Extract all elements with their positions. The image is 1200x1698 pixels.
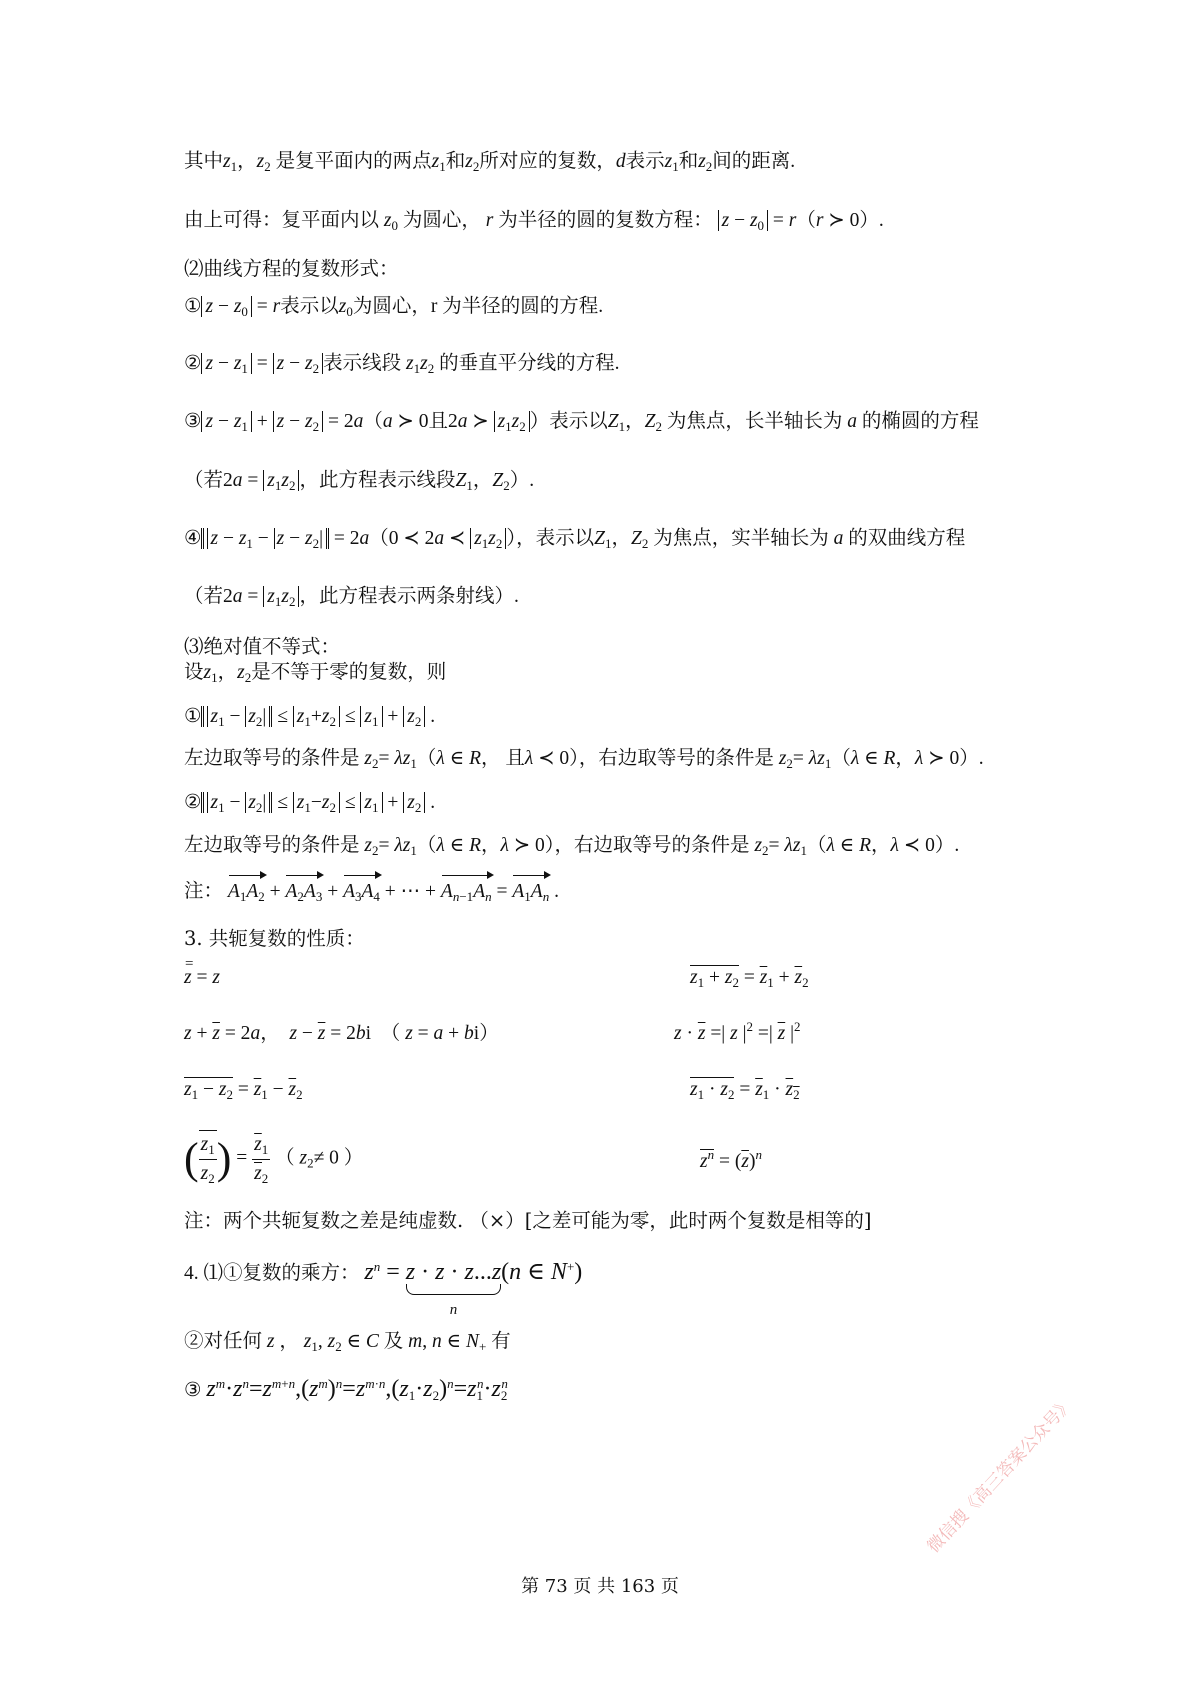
page-footer: 第 73 页 共 163 页: [521, 1576, 679, 1597]
conj-prop-2: $z_1 + z_2 = \overline{z}_1 + \overline{z}_2$: [690, 967, 809, 990]
curve-eq-hyperbola-note: （若$2a = z_1z_2$ ，此方程表示两条射线）.: [184, 586, 519, 609]
text: 表示: [625, 151, 665, 172]
text: 左边取等号的条件是: [184, 748, 360, 769]
inequality-2-condition: 左边取等号的条件是 $z_2= \lambda z_1(\lambda$ ∈ R，λ ≻ 0），右边取等号的条件是 $z_2= \lambda z_1(\lambda$ ∈ R，λ ≺ 0）.: [184, 835, 960, 858]
text: 为焦点，长半轴长为: [666, 411, 843, 432]
curve-eq-ellipse-note: （若$2a = z_1z_2$ ，此方程表示线段$Z_1$，$Z_2$）.: [184, 470, 535, 493]
text: 注：: [184, 881, 224, 902]
text: （若: [184, 470, 224, 491]
text: 有: [491, 1331, 511, 1352]
text: 的双曲线方程: [848, 528, 966, 549]
text: ①: [184, 706, 202, 727]
text: （若: [184, 586, 224, 607]
text: 表示以: [549, 411, 608, 432]
inequality-2: ② $z_1 - z_2| \le z_1-z_2 \le z_1 + z_2$ .: [184, 792, 436, 815]
text: 及: [383, 1331, 404, 1352]
conj-prop-5: $z_1 - z_2 = \overline{z}_1 - \overline{z}_2$: [184, 1079, 303, 1102]
watermark: 微信搜《高三答案公众号》: [923, 1394, 1078, 1558]
text: 所对应的复数，: [479, 151, 616, 172]
conj-prop-6: $z_1 \cdot z_2 = \overline{z}_1 \cdot z_2$: [690, 1079, 800, 1102]
curve-eq-ellipse: ③ $z - z_1 + z - z_2 = 2a(a$ ≻ 0且2a ≻ $z_1z_2$ ）表示以$Z_1$，$Z_2$ 为焦点，长半轴长为 a 的椭圆的方程: [184, 411, 979, 434]
text: ，此方程表示线段: [299, 470, 456, 491]
text: ③: [184, 411, 202, 432]
text: 为圆心，r 为半径的圆的方程.: [352, 296, 604, 317]
curve-eq-hyperbola: ④ $z - z_1 - z - z_2| = 2a(0$ ≺ 2a ≺ $z_1z_2$ ），表示以$Z_1$，$Z_2$ 为焦点，实半轴长为 a 的双曲线方程: [184, 528, 966, 551]
curve-eq-bisector: ② $z - z_1 = z - z_2$ 表示线段 $z_1z_2$ 的垂直平分线的方程.: [184, 353, 620, 376]
power-rule-intro: ②对任何 z ， $z_1$, $z_2$ ∈ C 及 m, n ∈ $N_+$ 有: [184, 1331, 511, 1354]
text: ，表示以: [516, 528, 595, 549]
inequality-1: ① $z_1 - z_2| \le z_1+z_2 \le z_1 + z_2$ .: [184, 706, 436, 729]
section-title: ⑶绝对值不等式：: [184, 635, 341, 658]
text: 和: [445, 151, 466, 172]
text: 是复平面内的两点: [275, 151, 432, 172]
text: 为圆心，: [402, 210, 481, 231]
text: ，右边取等号的条件是: [554, 835, 750, 856]
conj-prop-7: ( $\frac{z_1}{z_2}$ ) = $\frac{\overline{z}_1}{z_2}$ （ $z_2\ne 0$ ）: [184, 1130, 363, 1188]
text: 设: [184, 662, 204, 683]
text: ，此方程表示两条射线）.: [299, 586, 519, 607]
text: ①: [184, 296, 202, 317]
text: ②对任何: [184, 1331, 263, 1352]
text: 左边取等号的条件是: [184, 835, 360, 856]
curve-eq-circle: ① $z - z_0 = r$表示以$z_0$为圆心，r 为半径的圆的方程.: [184, 296, 604, 319]
section-title: ⑵曲线方程的复数形式：: [184, 257, 399, 280]
vector-note: 注： $A_1A_2 + A_2A_3 + A_3A_4$ + ⋯ + $A_{n-1}A_n = A_1A_n$ .: [184, 872, 559, 906]
conj-prop-8: $z^n = (\overline{z})^n$: [700, 1147, 762, 1172]
text: ，右边取等号的条件是: [578, 748, 774, 769]
text: 表示线段: [323, 353, 402, 374]
text-line-distance: 其中$z_1$，$z_2$ 是复平面内的两点$z_1$和$z_2$所对应的复数，d表示$z_1$和$z_2$间的距离.: [184, 151, 796, 174]
text: ④: [184, 528, 202, 549]
text: 是不等于零的复数，则: [251, 662, 447, 683]
note-conjugate: 注：两个共轭复数之差是纯虚数. （×）[之差可能为零，此时两个复数是相等的]: [184, 1209, 872, 1232]
conj-prop-1: = z = z: [184, 956, 220, 988]
text-line-circle: 由上可得：复平面内以 $z_0$ 为圆心， r 为半径的圆的复数方程： $z - z_0 = r(r$ ≻ 0）.: [184, 210, 884, 233]
text: ②: [184, 792, 202, 813]
text: 为半径的圆的复数方程：: [498, 210, 713, 231]
text: 其中: [184, 151, 224, 172]
section-title: 3. 共轭复数的性质：: [184, 927, 365, 950]
text: 4. ⑴①复数的乘方：: [184, 1263, 360, 1284]
conj-prop-4: $z \cdot \overline{z}$ =| z $|^2$ =| $\overline{z}$ $|^2$: [674, 1019, 801, 1044]
conj-prop-3: $z + \overline{z} = 2a$， $z - \overline{z} = 2bi$ （ z = a + bi）: [184, 1023, 499, 1044]
power-rules: ③ $z^m\cdot z^n=z^{m+n},(z^m)^n=z^{m\cdot n},(z_1\cdot z_2)^n=z_1^n\cdot z_2^n$: [184, 1376, 508, 1403]
text-line-setup: 设$z_1$，$z_2$是不等于零的复数，则: [184, 662, 447, 685]
text: ）.: [509, 470, 535, 491]
text: 间的距离.: [712, 151, 796, 172]
text: ②: [184, 353, 202, 374]
text: 的垂直平分线的方程.: [439, 353, 620, 374]
text: 为焦点，实半轴长为: [653, 528, 829, 549]
power-definition: 4. ⑴①复数的乘方： $z^n = z \cdot z \cdot z...z$ n (n ∈ N+): [184, 1259, 583, 1318]
text: ③: [184, 1380, 202, 1401]
text: 的椭圆的方程: [861, 411, 979, 432]
text: 表示以: [280, 296, 339, 317]
inequality-1-condition: 左边取等号的条件是 $z_2= \lambda z_1(\lambda$ ∈ R， 且λ ≺ 0），右边取等号的条件是 $z_2= \lambda z_1(\lambda$ ∈ R，λ ≻ 0）.: [184, 748, 984, 771]
text: 由上可得：复平面内以: [184, 210, 380, 231]
